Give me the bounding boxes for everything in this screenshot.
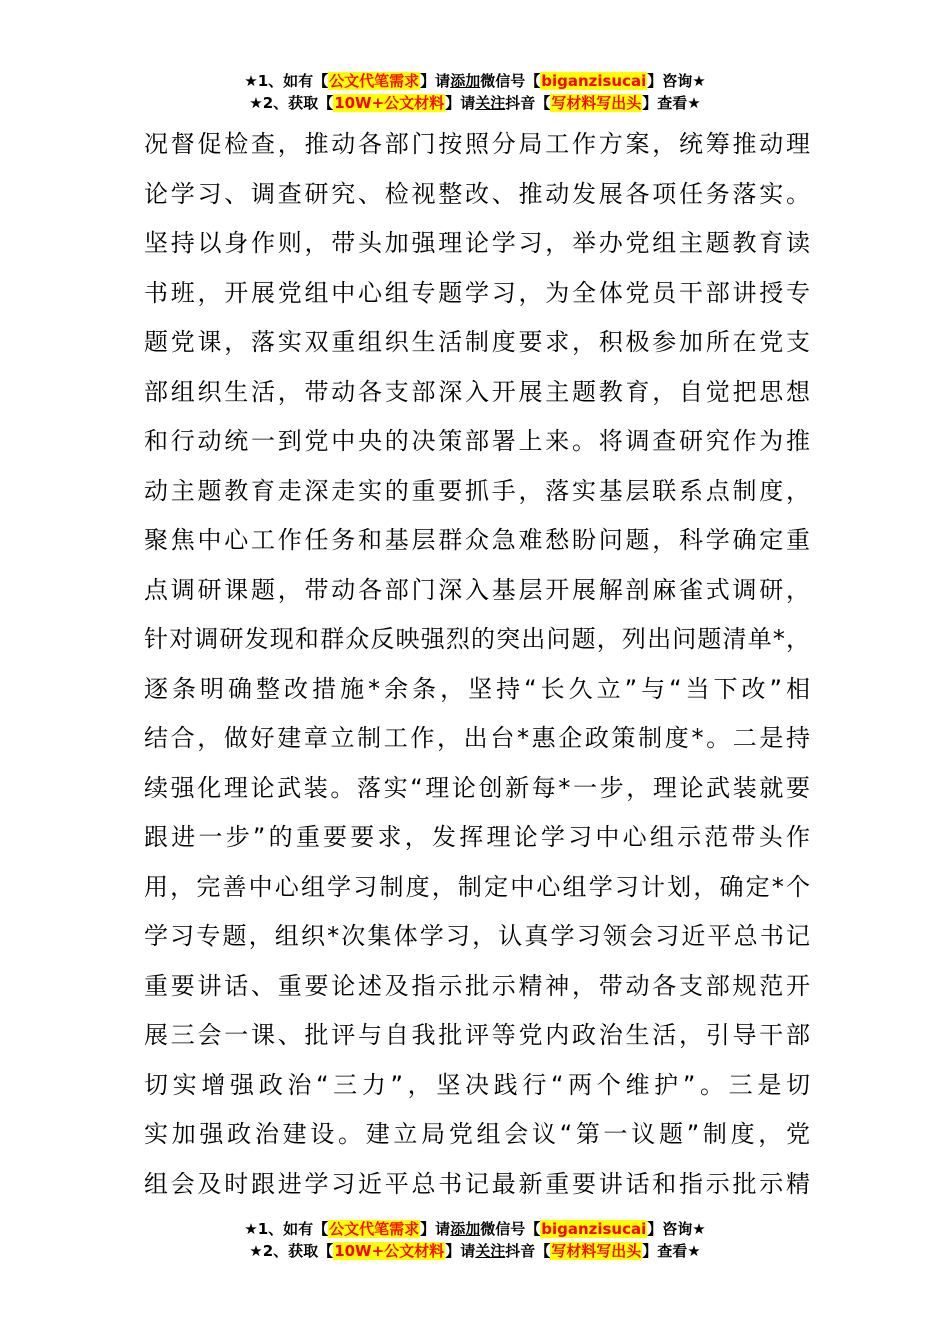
- body-line: 书班，开展党组中心组专题学习，为全体党员干部讲授专: [144, 278, 810, 307]
- banner-text: 】查看★: [642, 94, 701, 112]
- body-line: 跟进一步”的重要要求，发挥理论学习中心组示范带头作: [144, 823, 810, 851]
- banner-text: ★1、如有【: [244, 1220, 329, 1238]
- banner-text: 微信号【: [480, 72, 541, 90]
- wechat-id: biganzisucai: [541, 1220, 647, 1238]
- banner-text: 微信号【: [480, 1220, 541, 1238]
- banner-text: ★1、如有【: [244, 72, 329, 90]
- highlight-text: 10W+公文材料: [334, 1242, 445, 1260]
- banner-line-2: [0, 1240, 950, 1262]
- body-line: 展三会一课、批评与自我批评等党内政治生活，引导干部: [144, 1021, 810, 1049]
- body-line: 部组织生活，带动各支部深入开展主题教育，自觉把思想: [144, 377, 810, 406]
- banner-line-2: [0, 92, 950, 114]
- body-line: 论学习、调查研究、检视整改、推动发展各项任务落实。: [144, 179, 810, 208]
- body-line: 重要讲话、重要论述及指示批示精神，带动各支部规范开: [144, 971, 810, 1000]
- body-line: 针对调研发现和群众反映强烈的突出问题，列出问题清单*，: [144, 625, 810, 653]
- banner-text: 】咨询★: [647, 1220, 706, 1238]
- highlight-text: 公文代笔需求: [329, 1220, 420, 1238]
- banner-text: ★2、获取【: [249, 1242, 334, 1260]
- body-line: 学习专题，组织*次集体学习，认真学习领会习近平总书记: [144, 922, 810, 950]
- banner-line-1: [0, 1218, 950, 1240]
- body-line: 逐条明确整改措施*余条，坚持“长久立”与“当下改”相: [144, 674, 810, 703]
- header-banner: [0, 70, 950, 114]
- underlined-text: 添加: [450, 1220, 481, 1238]
- body-line: 题党课，落实双重组织生活制度要求，积极参加所在党支: [144, 328, 810, 356]
- highlight-text: 公文代笔需求: [329, 72, 420, 90]
- body-line: 结合，做好建章立制工作，出台*惠企政策制度*。二是持: [144, 724, 810, 752]
- wechat-id: biganzisucai: [541, 72, 647, 90]
- banner-text: 】查看★: [642, 1242, 701, 1260]
- body-line: 和行动统一到党中央的决策部署上来。将调查研究作为推: [144, 427, 810, 455]
- body-line: 动主题教育走深走实的重要抓手，落实基层联系点制度，: [144, 476, 810, 505]
- body-line: 续强化理论武装。落实“理论创新每*一步，理论武装就要: [144, 773, 810, 802]
- underlined-text: 关注: [475, 94, 506, 112]
- body-line: 况督促检查，推动各部门按照分局工作方案，统筹推动理: [144, 130, 810, 158]
- banner-text: ★2、获取【: [249, 94, 334, 112]
- douyin-account: 写材料写出头: [551, 94, 642, 112]
- banner-line-1: [0, 70, 950, 92]
- body-line: 坚持以身作则，带头加强理论学习，举办党组主题教育读: [144, 229, 810, 257]
- underlined-text: 添加: [450, 72, 481, 90]
- banner-text: 】请: [420, 1220, 451, 1238]
- banner-text: 】咨询★: [647, 72, 706, 90]
- footer-banner: [0, 1218, 950, 1262]
- body-line: 点调研课题，带动各部门深入基层开展解剖麻雀式调研，: [144, 575, 810, 604]
- body-line: 组会及时跟进学习近平总书记最新重要讲话和指示批示精: [144, 1169, 810, 1198]
- body-line: 聚焦中心工作任务和基层群众急难愁盼问题，科学确定重: [144, 526, 810, 554]
- body-line: 切实增强政治“三力”，坚决践行“两个维护”。三是切: [144, 1070, 810, 1099]
- banner-text: 】请: [420, 72, 451, 90]
- body-line: 实加强政治建设。建立局党组会议“第一议题”制度，党: [144, 1120, 810, 1148]
- body-line: 用，完善中心组学习制度，制定中心组学习计划，确定*个: [144, 872, 810, 901]
- banner-text: 】请: [445, 1242, 476, 1260]
- banner-text: 抖音【: [505, 1242, 551, 1260]
- douyin-account: 写材料写出头: [551, 1242, 642, 1260]
- highlight-text: 10W+公文材料: [334, 94, 445, 112]
- banner-text: 】请: [445, 94, 476, 112]
- banner-text: 抖音【: [505, 94, 551, 112]
- document-body: [144, 120, 810, 1209]
- underlined-text: 关注: [475, 1242, 506, 1260]
